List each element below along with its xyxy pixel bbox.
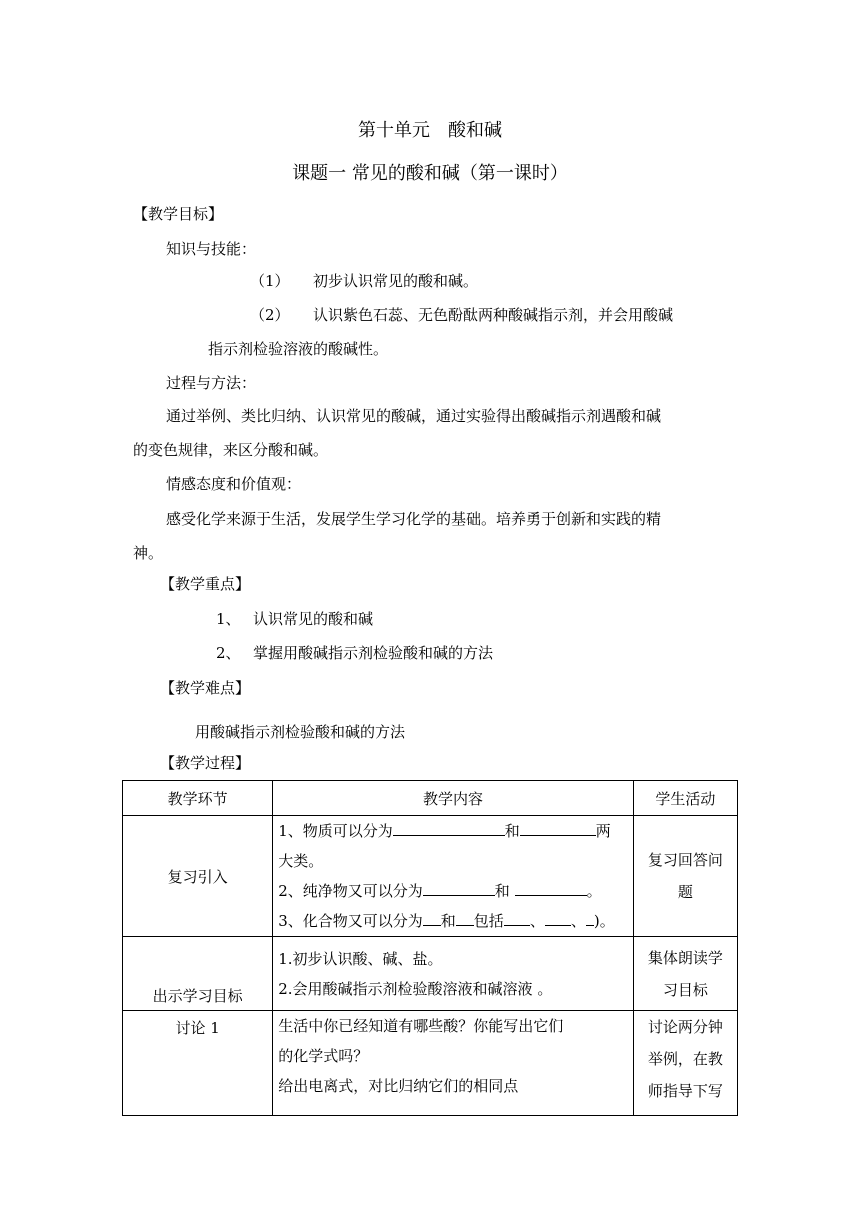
fill-blank	[586, 908, 594, 926]
activity-line: 复习回答问	[647, 851, 723, 869]
content-line: 给出电离式，对比归纳它们的相同点	[278, 1077, 519, 1095]
activity-line: 题	[677, 883, 693, 901]
content-text: 3、化合物又可以分为	[278, 912, 423, 930]
process-heading: 过程与方法：	[166, 374, 257, 392]
content-text: 和	[504, 822, 520, 840]
table-row	[123, 937, 738, 1011]
content-line: 1.初步认识酸、碱、盐。	[278, 949, 443, 968]
table-row	[123, 816, 738, 937]
stage-cell	[123, 937, 273, 1011]
content-text: 2、纯净物又可以分为	[278, 882, 423, 900]
fill-blank	[456, 908, 474, 926]
header-activity: 学生活动	[633, 781, 737, 816]
activity-line: 习目标	[662, 980, 708, 999]
fill-blank	[515, 878, 587, 896]
activity-line: 举例，在教	[647, 1050, 723, 1068]
fill-blank	[504, 908, 530, 926]
header-stage: 教学环节	[123, 781, 273, 816]
activity-line: 师指导下写	[647, 1082, 723, 1100]
content-cell	[273, 937, 634, 1011]
knowledge-item-2-number: （2）	[250, 306, 290, 324]
content-line	[273, 906, 633, 936]
process-text-line-2: 的变色规律，来区分酸和碱。	[133, 441, 329, 459]
content-text: 、	[529, 912, 545, 930]
content-text: 两	[595, 822, 611, 840]
content-line: 2.会用酸碱指示剂检验酸溶液和碱溶液 。	[278, 979, 553, 998]
content-text: 1、物质可以分为	[278, 822, 393, 840]
process-text-line-1: 通过举例、类比归纳、认识常见的酸碱，通过实验得出酸碱指示剂遇酸和碱	[166, 407, 662, 425]
content-line	[273, 876, 633, 906]
activity-cell	[633, 816, 737, 937]
activity-cell	[633, 937, 737, 1011]
emotion-heading: 情感态度和价值观：	[166, 475, 302, 493]
table-row	[123, 1011, 738, 1116]
fill-blank	[423, 908, 441, 926]
fill-blank	[545, 908, 571, 926]
emotion-text-line-1: 感受化学来源于生活，发展学生学习化学的基础。培养勇于创新和实践的精	[166, 510, 662, 528]
stage-label: 复习引入	[167, 867, 228, 886]
content-cell	[273, 1011, 634, 1116]
knowledge-heading: 知识与技能：	[166, 240, 257, 258]
knowledge-item-1-number: （1）	[250, 272, 290, 290]
lesson-title: 课题一 常见的酸和碱（第一课时）	[292, 163, 568, 184]
procedure-heading: 【教学过程】	[160, 754, 251, 772]
activity-cell	[633, 1011, 737, 1116]
activity-line: 集体朗读学	[647, 948, 723, 967]
content-cell	[273, 816, 634, 937]
key-points-heading: 【教学重点】	[160, 575, 251, 593]
content-text: 和	[440, 912, 456, 930]
content-text: 。	[586, 882, 602, 900]
fill-blank	[423, 878, 495, 896]
key-point-1-text: 认识常见的酸和碱	[253, 610, 374, 628]
stage-cell	[123, 1011, 273, 1116]
key-point-2-text: 掌握用酸碱指示剂检验酸和碱的方法	[253, 644, 494, 662]
content-line: 生活中你已经知道有哪些酸？你能写出它们	[278, 1017, 564, 1035]
content-line: 大类。	[278, 852, 324, 870]
content-line	[273, 816, 633, 846]
knowledge-item-2-continuation: 指示剂检验溶液的酸碱性。	[208, 340, 389, 358]
stage-label: 出示学习目标	[152, 987, 243, 1005]
table-header-row	[123, 781, 738, 816]
emotion-text-line-2: 神。	[133, 544, 164, 562]
stage-cell	[123, 816, 273, 937]
difficulty-text: 用酸碱指示剂检验酸和碱的方法	[195, 723, 406, 741]
content-text: 包括	[473, 912, 504, 930]
difficulty-heading: 【教学难点】	[160, 679, 251, 697]
knowledge-item-2-text: 认识紫色石蕊、无色酚酞两种酸碱指示剂，并会用酸碱	[313, 306, 674, 324]
content-text: 和	[494, 882, 515, 900]
header-content: 教学内容	[273, 781, 634, 816]
objectives-heading: 【教学目标】	[133, 205, 224, 223]
fill-blank	[393, 818, 505, 836]
activity-line: 讨论两分钟	[647, 1018, 723, 1036]
key-point-1-number: 1、	[216, 610, 241, 628]
teaching-process-table	[122, 780, 738, 1116]
content-line: 的化学式吗？	[278, 1047, 369, 1065]
unit-title: 第十单元 酸和碱	[358, 120, 502, 141]
content-text: )。	[593, 912, 615, 930]
key-point-2-number: 2、	[216, 644, 241, 662]
content-text: 、	[570, 912, 586, 930]
stage-label: 讨论 1	[175, 1019, 220, 1037]
knowledge-item-1-text: 初步认识常见的酸和碱。	[313, 272, 479, 290]
fill-blank	[520, 818, 596, 836]
